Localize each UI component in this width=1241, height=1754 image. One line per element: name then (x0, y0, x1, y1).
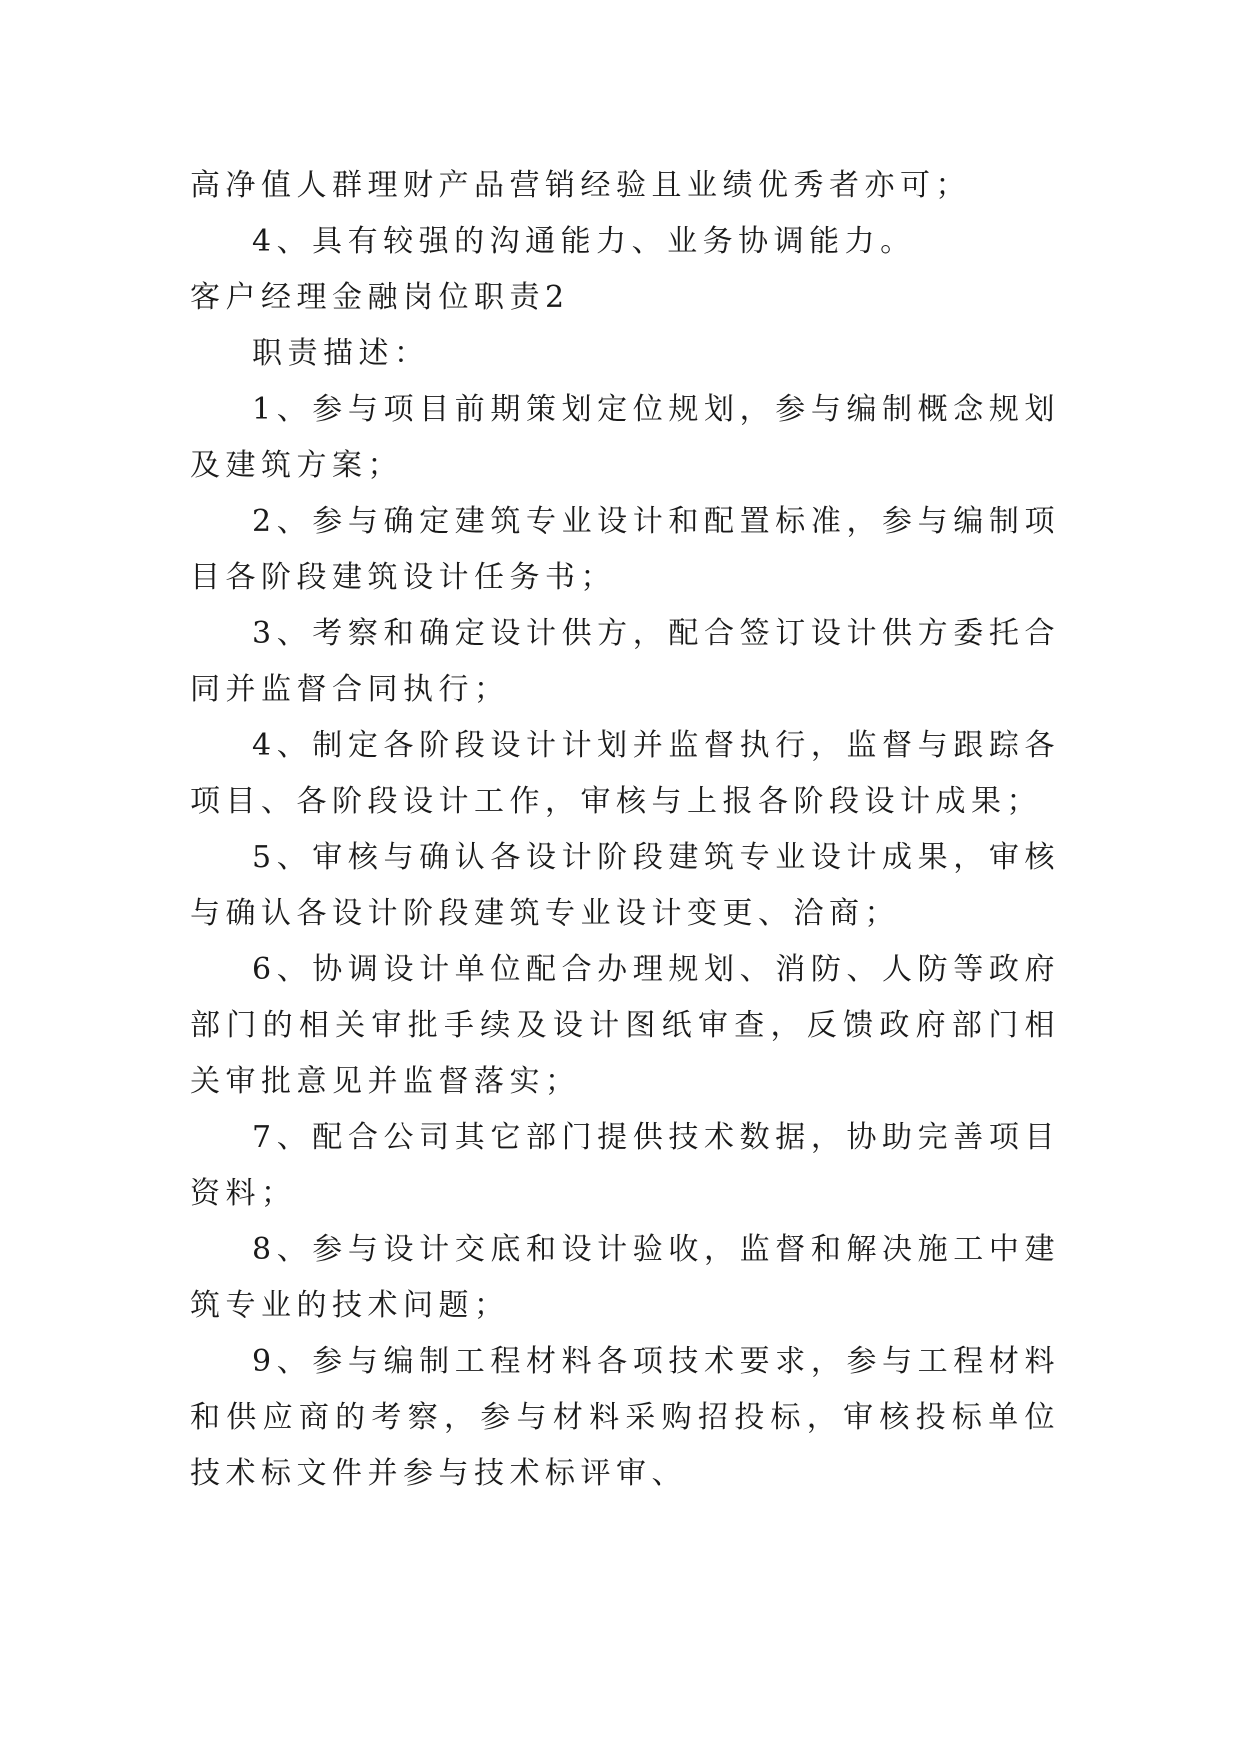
section-heading: 客户经理金融岗位职责2 (190, 280, 570, 315)
paragraph-9: 6、协调设计单位配合办理规划、消防、人防等政府部门的相关审批手续及设计图纸审查，反馈政府部门相关审批意见并监督落实； (190, 952, 1060, 1099)
paragraph-11: 8、参与设计交底和设计验收，监督和解决施工中建筑专业的技术问题； (190, 1232, 1060, 1323)
paragraph-0: 高净值人群理财产品营销经验且业绩优秀者亦可； (190, 168, 971, 203)
paragraph-12: 9、参与编制工程材料各项技术要求，参与工程材料和供应商的考察，参与材料采购招投标，审核投标单位技术标文件并参与技术标评审、 (190, 1344, 1060, 1491)
paragraph-10: 7、配合公司其它部门提供技术数据，协助完善项目资料； (190, 1120, 1060, 1211)
paragraph-7: 4、制定各阶段设计计划并监督执行，监督与跟踪各项目、各阶段设计工作，审核与上报各阶段设计成果； (190, 728, 1060, 819)
document-body (190, 158, 1060, 1502)
paragraph-3: 职责描述： (252, 336, 430, 371)
paragraph-8: 5、审核与确认各设计阶段建筑专业设计成果，审核与确认各设计阶段建筑专业设计变更、洽商； (190, 840, 1060, 931)
paragraph-6: 3、考察和确定设计供方，配合签订设计供方委托合同并监督合同执行； (190, 616, 1060, 707)
paragraph-4: 1、参与项目前期策划定位规划，参与编制概念规划及建筑方案； (190, 392, 1060, 483)
paragraph-1: 4、具有较强的沟通能力、业务协调能力。 (252, 224, 916, 259)
paragraph-5: 2、参与确定建筑专业设计和配置标准，参与编制项目各阶段建筑设计任务书； (190, 504, 1060, 595)
